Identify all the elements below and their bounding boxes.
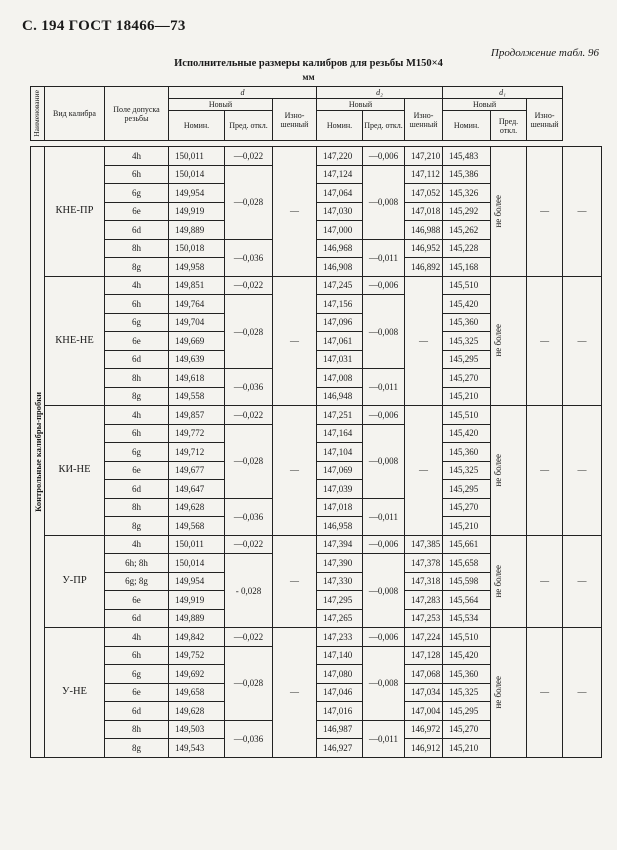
tolerance-field: 8h bbox=[105, 369, 169, 388]
d2-nominal: 147,295 bbox=[317, 591, 363, 610]
d2-nominal: 147,156 bbox=[317, 295, 363, 314]
tolerance-field: 6d bbox=[105, 480, 169, 499]
d2-nominal: 146,927 bbox=[317, 739, 363, 758]
d2-nominal: 147,233 bbox=[317, 628, 363, 647]
col-d-new: Новый bbox=[169, 99, 273, 111]
d2-nominal: 146,908 bbox=[317, 258, 363, 277]
d-nominal: 149,842 bbox=[169, 628, 225, 647]
table-continuation: Продолжение табл. 96 bbox=[490, 47, 599, 59]
tolerance-field: 4h bbox=[105, 276, 169, 295]
d2-worn: 146,988 bbox=[405, 221, 443, 240]
table-row bbox=[31, 276, 602, 295]
tolerance-field: 6h bbox=[105, 424, 169, 443]
d-deviation: —0,022 bbox=[225, 406, 273, 425]
d-nominal: 149,704 bbox=[169, 313, 225, 332]
d2-worn: 146,952 bbox=[405, 239, 443, 258]
d1-nominal: 145,483 bbox=[443, 147, 491, 166]
d1-worn-2: — bbox=[563, 628, 602, 758]
d-nominal: 150,014 bbox=[169, 165, 225, 184]
d1-nominal: 145,360 bbox=[443, 443, 491, 462]
d-deviation: —0,022 bbox=[225, 535, 273, 554]
d2-deviation: —0,011 bbox=[363, 239, 405, 276]
d2-deviation: —0,008 bbox=[363, 295, 405, 369]
tolerance-field: 6e bbox=[105, 202, 169, 221]
d2-worn: 147,318 bbox=[405, 572, 443, 591]
d-nominal: 149,658 bbox=[169, 683, 225, 702]
d2-nominal: 147,394 bbox=[317, 535, 363, 554]
d1-nominal: 145,325 bbox=[443, 683, 491, 702]
gauge-table bbox=[30, 86, 602, 758]
d1-worn-2: — bbox=[563, 147, 602, 277]
d2-worn: 147,112 bbox=[405, 165, 443, 184]
d-nominal: 149,889 bbox=[169, 609, 225, 628]
tolerance-field: 8g bbox=[105, 258, 169, 277]
col-d-nomin: Номин. bbox=[169, 111, 225, 141]
d2-nominal: 146,948 bbox=[317, 387, 363, 406]
d2-nominal: 147,124 bbox=[317, 165, 363, 184]
d2-nominal: 147,265 bbox=[317, 609, 363, 628]
d-deviation: - 0,028 bbox=[225, 554, 273, 628]
d2-deviation: —0,011 bbox=[363, 498, 405, 535]
d-nominal: 149,677 bbox=[169, 461, 225, 480]
tolerance-field: 6g; 8g bbox=[105, 572, 169, 591]
d2-worn: 146,972 bbox=[405, 720, 443, 739]
tolerance-field: 8g bbox=[105, 739, 169, 758]
d1-nominal: 145,295 bbox=[443, 702, 491, 721]
d1-deviation: не более bbox=[491, 535, 527, 628]
col-d: d bbox=[169, 87, 317, 99]
gauge-type: У-ПР bbox=[45, 535, 105, 628]
d2-deviation: —0,006 bbox=[363, 628, 405, 647]
tolerance-field: 4h bbox=[105, 628, 169, 647]
tolerance-field: 8h bbox=[105, 498, 169, 517]
tolerance-field: 6d bbox=[105, 702, 169, 721]
d-nominal: 149,647 bbox=[169, 480, 225, 499]
d-nominal: 149,639 bbox=[169, 350, 225, 369]
d2-deviation: —0,008 bbox=[363, 646, 405, 720]
d-nominal: 150,011 bbox=[169, 147, 225, 166]
d1-nominal: 145,510 bbox=[443, 276, 491, 295]
d-nominal: 149,954 bbox=[169, 572, 225, 591]
d1-worn: — bbox=[527, 628, 563, 758]
d2-nominal: 147,061 bbox=[317, 332, 363, 351]
col-d1-new: Новый bbox=[443, 99, 527, 111]
d-deviation: —0,036 bbox=[225, 720, 273, 757]
d2-deviation: —0,006 bbox=[363, 147, 405, 166]
d-deviation: —0,036 bbox=[225, 239, 273, 276]
d2-deviation: —0,011 bbox=[363, 369, 405, 406]
d-worn: — bbox=[273, 276, 317, 406]
d-nominal: 149,764 bbox=[169, 295, 225, 314]
d1-worn-2: — bbox=[563, 535, 602, 628]
d1-deviation: не более bbox=[491, 628, 527, 758]
d1-worn: — bbox=[527, 406, 563, 536]
d1-deviation: не более bbox=[491, 406, 527, 536]
tolerance-field: 6d bbox=[105, 609, 169, 628]
d1-deviation: не более bbox=[491, 276, 527, 406]
d2-nominal: 147,016 bbox=[317, 702, 363, 721]
d2-deviation: —0,008 bbox=[363, 554, 405, 628]
d2-nominal: 146,987 bbox=[317, 720, 363, 739]
col-d2-worn: Изно-шенный bbox=[405, 99, 443, 141]
d-deviation: —0,028 bbox=[225, 646, 273, 720]
d-worn: — bbox=[273, 147, 317, 277]
d2-nominal: 147,018 bbox=[317, 498, 363, 517]
tolerance-field: 6h; 8h bbox=[105, 554, 169, 573]
d-nominal: 149,919 bbox=[169, 202, 225, 221]
d1-nominal: 145,295 bbox=[443, 480, 491, 499]
gauge-type: КИ-НЕ bbox=[45, 406, 105, 536]
tolerance-field: 6e bbox=[105, 332, 169, 351]
d-nominal: 149,618 bbox=[169, 369, 225, 388]
d1-worn: — bbox=[527, 276, 563, 406]
d2-worn: 147,253 bbox=[405, 609, 443, 628]
d2-nominal: 146,968 bbox=[317, 239, 363, 258]
tolerance-field: 6g bbox=[105, 184, 169, 203]
tolerance-field: 6h bbox=[105, 165, 169, 184]
d-nominal: 149,752 bbox=[169, 646, 225, 665]
d2-nominal: 147,140 bbox=[317, 646, 363, 665]
d-deviation: —0,028 bbox=[225, 165, 273, 239]
d1-nominal: 145,510 bbox=[443, 628, 491, 647]
d-nominal: 149,954 bbox=[169, 184, 225, 203]
d1-nominal: 145,325 bbox=[443, 332, 491, 351]
d2-nominal: 147,390 bbox=[317, 554, 363, 573]
d-deviation: —0,022 bbox=[225, 276, 273, 295]
d2-worn: 147,283 bbox=[405, 591, 443, 610]
group-label: Контрольные калибры-пробки bbox=[31, 147, 45, 758]
col-d1-pred: Пред. откл. bbox=[491, 111, 527, 141]
d1-nominal: 145,228 bbox=[443, 239, 491, 258]
d1-nominal: 145,292 bbox=[443, 202, 491, 221]
tolerance-field: 6d bbox=[105, 350, 169, 369]
d-nominal: 149,543 bbox=[169, 739, 225, 758]
d1-nominal: 145,420 bbox=[443, 646, 491, 665]
col-d1: d₁ bbox=[443, 87, 563, 99]
tolerance-field: 6d bbox=[105, 221, 169, 240]
d1-nominal: 145,598 bbox=[443, 572, 491, 591]
d2-nominal: 146,958 bbox=[317, 517, 363, 536]
d-nominal: 150,011 bbox=[169, 535, 225, 554]
d1-nominal: 145,262 bbox=[443, 221, 491, 240]
d2-deviation: —0,008 bbox=[363, 424, 405, 498]
col-d2-new: Новый bbox=[317, 99, 405, 111]
d2-nominal: 147,008 bbox=[317, 369, 363, 388]
d2-deviation: —0,006 bbox=[363, 406, 405, 425]
table-row bbox=[31, 628, 602, 647]
d-nominal: 149,628 bbox=[169, 498, 225, 517]
d-nominal: 149,669 bbox=[169, 332, 225, 351]
table-title: Исполнительные размеры калибров для резьбы М150×4 bbox=[174, 58, 443, 69]
d-deviation: —0,022 bbox=[225, 628, 273, 647]
d-nominal: 149,503 bbox=[169, 720, 225, 739]
col-d1-nomin: Номин. bbox=[443, 111, 491, 141]
d2-worn: — bbox=[405, 276, 443, 406]
gauge-type: КНЕ-ПР bbox=[45, 147, 105, 277]
col-pole: Поле допуска резьбы bbox=[105, 87, 169, 141]
table-row bbox=[31, 147, 602, 166]
d2-worn: 146,892 bbox=[405, 258, 443, 277]
d2-deviation: —0,011 bbox=[363, 720, 405, 757]
d2-worn: 147,034 bbox=[405, 683, 443, 702]
d-nominal: 149,851 bbox=[169, 276, 225, 295]
d1-worn: — bbox=[527, 147, 563, 277]
d2-worn: 147,052 bbox=[405, 184, 443, 203]
d2-nominal: 147,220 bbox=[317, 147, 363, 166]
tolerance-field: 6e bbox=[105, 683, 169, 702]
d2-nominal: 147,064 bbox=[317, 184, 363, 203]
d1-nominal: 145,420 bbox=[443, 424, 491, 443]
d2-nominal: 147,039 bbox=[317, 480, 363, 499]
d2-nominal: 147,069 bbox=[317, 461, 363, 480]
d1-nominal: 145,360 bbox=[443, 665, 491, 684]
d1-nominal: 145,386 bbox=[443, 165, 491, 184]
d2-worn: — bbox=[405, 406, 443, 536]
d-worn: — bbox=[273, 628, 317, 758]
d-nominal: 149,628 bbox=[169, 702, 225, 721]
d1-nominal: 145,658 bbox=[443, 554, 491, 573]
tolerance-field: 6e bbox=[105, 461, 169, 480]
d2-nominal: 147,030 bbox=[317, 202, 363, 221]
d-nominal: 149,568 bbox=[169, 517, 225, 536]
d2-nominal: 147,164 bbox=[317, 424, 363, 443]
d2-worn: 147,378 bbox=[405, 554, 443, 573]
d2-nominal: 147,000 bbox=[317, 221, 363, 240]
d2-deviation: —0,008 bbox=[363, 165, 405, 239]
col-d2: d₂ bbox=[317, 87, 443, 99]
d1-nominal: 145,210 bbox=[443, 739, 491, 758]
tolerance-field: 8g bbox=[105, 387, 169, 406]
d2-nominal: 147,046 bbox=[317, 683, 363, 702]
d2-worn: 146,912 bbox=[405, 739, 443, 758]
d1-nominal: 145,270 bbox=[443, 369, 491, 388]
d2-nominal: 147,245 bbox=[317, 276, 363, 295]
tolerance-field: 8h bbox=[105, 239, 169, 258]
col-vid: Вид калибра bbox=[45, 87, 105, 141]
tolerance-field: 4h bbox=[105, 406, 169, 425]
d2-worn: 147,210 bbox=[405, 147, 443, 166]
d-worn: — bbox=[273, 406, 317, 536]
d1-nominal: 145,510 bbox=[443, 406, 491, 425]
d-nominal: 149,692 bbox=[169, 665, 225, 684]
d1-nominal: 145,270 bbox=[443, 720, 491, 739]
tolerance-field: 4h bbox=[105, 535, 169, 554]
d1-nominal: 145,270 bbox=[443, 498, 491, 517]
tolerance-field: 8g bbox=[105, 517, 169, 536]
d2-worn: 147,068 bbox=[405, 665, 443, 684]
col-d1-worn: Изно-шенный bbox=[527, 99, 563, 141]
gauge-type: У-НЕ bbox=[45, 628, 105, 758]
d-nominal: 149,889 bbox=[169, 221, 225, 240]
tolerance-field: 6h bbox=[105, 295, 169, 314]
d2-worn: 147,128 bbox=[405, 646, 443, 665]
d1-nominal: 145,420 bbox=[443, 295, 491, 314]
d2-worn: 147,224 bbox=[405, 628, 443, 647]
tolerance-field: 6h bbox=[105, 646, 169, 665]
d2-nominal: 147,104 bbox=[317, 443, 363, 462]
tolerance-field: 4h bbox=[105, 147, 169, 166]
d-nominal: 150,018 bbox=[169, 239, 225, 258]
d2-worn: 147,385 bbox=[405, 535, 443, 554]
d1-worn: — bbox=[527, 535, 563, 628]
page-header: С. 194 ГОСТ 18466—73 bbox=[22, 18, 186, 34]
d1-worn-2: — bbox=[563, 406, 602, 536]
d2-nominal: 147,330 bbox=[317, 572, 363, 591]
col-d2-nomin: Номин. bbox=[317, 111, 363, 141]
d-nominal: 149,712 bbox=[169, 443, 225, 462]
d1-worn-2: — bbox=[563, 276, 602, 406]
d-deviation: —0,036 bbox=[225, 369, 273, 406]
d-nominal: 149,558 bbox=[169, 387, 225, 406]
d2-deviation: —0,006 bbox=[363, 276, 405, 295]
d1-deviation: не более bbox=[491, 147, 527, 277]
d1-nominal: 145,564 bbox=[443, 591, 491, 610]
d2-worn: 147,018 bbox=[405, 202, 443, 221]
tolerance-field: 6g bbox=[105, 665, 169, 684]
d2-worn: 147,004 bbox=[405, 702, 443, 721]
d2-deviation: —0,006 bbox=[363, 535, 405, 554]
d1-nominal: 145,210 bbox=[443, 387, 491, 406]
d-deviation: —0,028 bbox=[225, 424, 273, 498]
d-deviation: —0,022 bbox=[225, 147, 273, 166]
d-deviation: —0,036 bbox=[225, 498, 273, 535]
tolerance-field: 6e bbox=[105, 591, 169, 610]
d1-nominal: 145,661 bbox=[443, 535, 491, 554]
gauge-type: КНЕ-НЕ bbox=[45, 276, 105, 406]
col-d-worn: Изно-шенный bbox=[273, 99, 317, 141]
d1-nominal: 145,325 bbox=[443, 461, 491, 480]
d1-nominal: 145,210 bbox=[443, 517, 491, 536]
d2-nominal: 147,080 bbox=[317, 665, 363, 684]
tolerance-field: 6g bbox=[105, 313, 169, 332]
d1-nominal: 145,168 bbox=[443, 258, 491, 277]
d1-nominal: 145,360 bbox=[443, 313, 491, 332]
d-nominal: 149,919 bbox=[169, 591, 225, 610]
d-worn: — bbox=[273, 535, 317, 628]
col-d-pred: Пред. откл. bbox=[225, 111, 273, 141]
d-nominal: 149,958 bbox=[169, 258, 225, 277]
d1-nominal: 145,295 bbox=[443, 350, 491, 369]
col-d2-pred: Пред. откл. bbox=[363, 111, 405, 141]
d1-nominal: 145,534 bbox=[443, 609, 491, 628]
d-nominal: 149,772 bbox=[169, 424, 225, 443]
d-nominal: 150,014 bbox=[169, 554, 225, 573]
d-deviation: —0,028 bbox=[225, 295, 273, 369]
col-naimenovanie: Наименование bbox=[31, 87, 45, 141]
d2-nominal: 147,251 bbox=[317, 406, 363, 425]
tolerance-field: 6g bbox=[105, 443, 169, 462]
tolerance-field: 8h bbox=[105, 720, 169, 739]
table-row bbox=[31, 535, 602, 554]
d1-nominal: 145,326 bbox=[443, 184, 491, 203]
d2-nominal: 147,031 bbox=[317, 350, 363, 369]
table-row bbox=[31, 406, 602, 425]
d-nominal: 149,857 bbox=[169, 406, 225, 425]
table-units: мм bbox=[302, 72, 315, 82]
d2-nominal: 147,096 bbox=[317, 313, 363, 332]
